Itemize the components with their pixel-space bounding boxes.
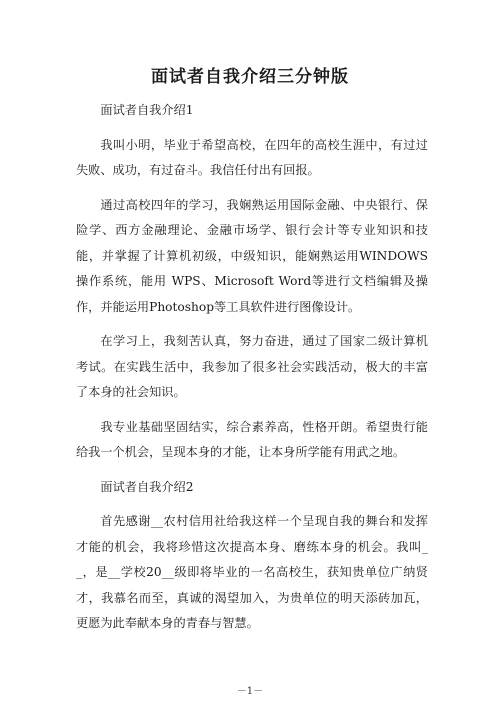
paragraph: 我叫小明，毕业于希望高校，在四年的高校生涯中，有过过失败、成功，有过奋斗。我信任付出有回报。 — [76, 137, 428, 177]
section-heading-1: 面试者自我介绍1 — [100, 103, 194, 117]
section-heading-2: 面试者自我介绍2 — [100, 479, 194, 494]
paragraph: 通过高校四年的学习，我娴熟运用国际金融、中央银行、保险学、西方金融理论、金融市场学、银行会计等专业知识和技能，并掌握了计算机初级，中级知识，能娴熟运用WINDOWS 操作系统，能用 WPS、Microsoft Word等进行文档编辑及操作，并能运用Photoshop等工具软件进行图像设计。 — [76, 197, 428, 314]
page-number: －1－ — [236, 686, 264, 697]
document-body — [76, 98, 428, 646]
paragraph: 我专业基础坚固结实，综合素养高，性格开朗。希望贵行能给我一个机会，呈现本身的才能，让本身所学能有用武之地。 — [76, 419, 428, 459]
document-title: 面试者自我介绍三分钟版 — [151, 67, 349, 87]
paragraph: 首先感谢__农村信用社给我这样一个呈现自我的舞台和发挥才能的机会，我将珍惜这次提高本身、磨练本身的机会。我叫__，是__学校20__级即将毕业的一名高校生，获知贵单位广纳贤才，我慕名而至，真诚的渴望加入，为贵单位的明天添砖加瓦，更愿为此奉献本身的青春与智慧。 — [76, 514, 428, 630]
paragraph: 在学习上，我刻苦认真，努力奋进，通过了国家二级计算机考试。在实践生活中，我参加了很多社会实践活动，极大的丰富了本身的社会知识。 — [76, 334, 428, 399]
